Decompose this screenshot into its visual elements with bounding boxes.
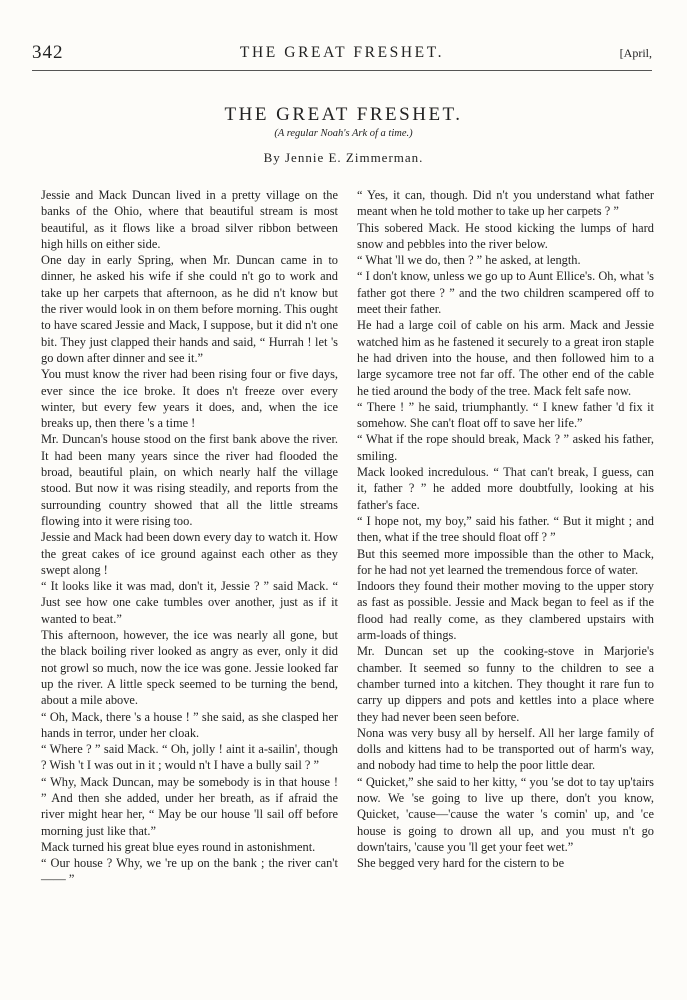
paragraph: But this seemed more impossible than the other to Mack, for he had not yet learned the tremendous force of water. [357,546,654,577]
paragraph: Mack looked incredulous. “ That can't break, I guess, can it, father ? ” he added more doubtfully, looking at his father's face. [357,465,654,512]
running-header [32,42,652,64]
paragraph: “ I don't know, unless we go up to Aunt Ellice's. Oh, what 's father got there ? ” and the two children scampered off to meet their father. [357,269,654,317]
paragraph: “ Yes, it can, though. Did n't you understand what father meant when he told mother to take up her carpets ? ” [357,188,654,219]
paragraph: “ There ! ” he said, triumphantly. “ I knew father 'd fix it somehow. She can't float off to save her life.” [357,399,654,431]
paragraph: This afternoon, however, the ice was nearly all gone, but the black boiling river looked as angry as ever, only it did not growl so much, now the ice was gone. Jessie looked far up the river. A little speck seemed to be turning the bend, about a mile above. [41,628,338,708]
paragraph: One day in early Spring, when Mr. Duncan came in to dinner, he asked his wife if she could n't go to work and take up her carpets that afternoon, as he did n't know but the river would look in on them before morning. This ought to have scared Jessie and Mack, I suppose, but it did n't one bit. They just clapped their hands and said, “ Hurrah ! let 's go down after dinner and see it.” [41,253,338,365]
header-rule [32,70,652,71]
running-title: THE GREAT FRESHET. [239,44,445,61]
paragraph: Mr. Duncan set up the cooking-stove in Marjorie's chamber. It seemed so funny to the children to see a chamber turned into a kitchen. They thought it rare fun to carry up dippers and pots and kettles into a place where they had never been seen before. [357,644,654,724]
page-number: 342 [32,42,64,63]
paragraph: You must know the river had been rising four or five days, ever since the ice broke. It does n't freeze over every winter, but every few years it does, and, when the ice breaks up, then there 's a time ! [41,367,338,431]
article-byline: By Jennie E. Zimmerman. [263,150,424,165]
paragraph: “ What 'll we do, then ? ” he asked, at length. [357,253,581,268]
paragraph: He had a large coil of cable on his arm. Mack and Jessie watched him as he fastened it securely to a great iron staple he had driven into the house, and then followed him to a large sycamore tree not far off. The other end of the cable he tied around the body of the tree. Mack felt safe now. [357,318,654,398]
paragraph: “ It looks like it was mad, don't it, Jessie ? ” said Mack. “ Just see how one cake tumbles over another, just as if it wanted to beat.” [41,579,338,626]
paragraph: “ Where ? ” said Mack. “ Oh, jolly ! aint it a-sailin', though ? Wish 't I was out in it ; would n't I have a bully sail ? ” [41,742,338,773]
paragraph: Mr. Duncan's house stood on the first bank above the river. It had been many years since the river had flooded the broad, beautiful plain, on which nearly half the village stood. But now it was rising steadily, and reports from the surrounding country showed that all the little streams flowing into it were rising too. [41,432,338,528]
paragraph: Jessie and Mack Duncan lived in a pretty village on the banks of the Ohio, where that beautiful stream is most beautiful, as it flows like a broad silver ribbon between high hills on either side. [41,188,338,251]
right-column [357,187,654,871]
paragraph: “ Quicket,” she said to her kitty, “ you 'se dot to tay up'tairs now. We 'se going to live up there, don't you know, Quicket, 'cause—'cause the water 's comin' up, and 'ce house is going to drown all up, and you must n't go down'tairs, 'cause you 'll get your feet wet.” [357,774,654,854]
paragraph: “ Why, Mack Duncan, may be somebody is in that house ! ” And then she added, under her breath, as if afraid the river might hear her, “ May be our house 'll sail off before morning just like that.” [41,774,338,838]
paragraph: “ I hope not, my boy,” said his father. “ But it might ; and then, what if the tree should float off ? ” [357,513,654,545]
article-title: THE GREAT FRESHET. [224,104,463,125]
article-subtitle: (A regular Noah's Ark of a time.) [274,128,413,139]
paragraph: Nona was very busy all by herself. All her large family of dolls and kittens had to be transported out of harm's way, and nobody had time to help the poor little dear. [357,725,654,773]
paragraph: Mack turned his great blue eyes round in astonishment. [41,839,316,854]
paragraph: Jessie and Mack had been down every day to watch it. How the great cakes of ice ground against each other as they swept along ! [41,530,338,577]
paragraph: “ What if the rope should break, Mack ? ” asked his father, smiling. [357,432,654,463]
left-column [41,187,338,888]
paragraph: “ Oh, Mack, there 's a house ! ” she said, as she clasped her hands in terror, under her cloak. [41,709,338,740]
paragraph: This sobered Mack. He stood kicking the lumps of hard snow and pebbles into the river below. [357,220,654,251]
paragraph: “ Our house ? Why, we 're up on the bank ; the river can't —— ” [41,856,338,887]
paragraph: She begged very hard for the cistern to be [357,856,565,871]
paragraph: Indoors they found their mother moving to the upper story as fast as possible. Jessie and Mack began to feel as if the flood had really come, as they clambered upstairs with arm-loads of things. [357,579,654,643]
running-month: [April, [619,46,652,60]
